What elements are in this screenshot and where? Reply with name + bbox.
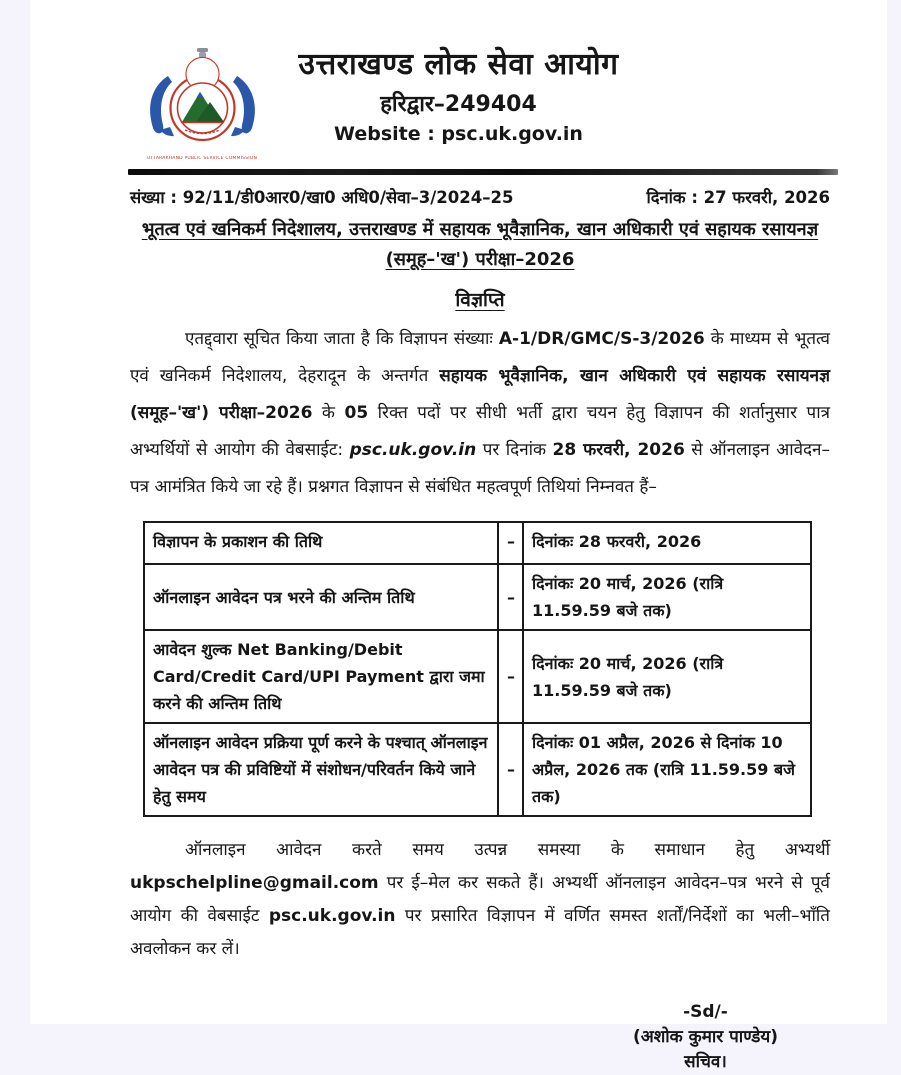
table-row <box>144 723 811 816</box>
text-segment: A-1/DR/GMC/S-3/2026 <box>498 329 705 349</box>
table-cell-dash: – <box>498 564 523 630</box>
text-segment: ऑनलाइन आवेदन करते समय उत्पन्न समस्या के समाधान हेतु अभ्यर्थी <box>185 840 830 860</box>
table-row <box>144 564 811 630</box>
text-segment: पर ई–मेल कर सकते हैं। अभ्यर्थी ऑनलाइन आवेदन–पत्र भरने से पूर्व आयोग की वेबसाईट <box>130 873 830 926</box>
website-line: Website : psc.uk.gov.in <box>334 123 583 145</box>
signatory-designation: सचिव। <box>684 1052 727 1072</box>
ukpsc-emblem <box>138 44 266 162</box>
text-segment: सहायक भूवैज्ञानिक, खान अधिकारी एवं सहायक रसायनज्ञ (समूह–'ख') परीक्षा–2026 <box>130 366 830 423</box>
paper-sheet <box>30 0 887 1072</box>
text-segment: एतद्द्वारा सूचित किया जाता है कि विज्ञापन संख्याः <box>185 329 499 349</box>
emblem-caption: UTTARAKHAND PUBLIC SERVICE COMMISSION <box>146 156 258 161</box>
table-cell-label: आवेदन शुल्क Net Banking/Debit Card/Credit Card/UPI Payment द्वारा जमा करने की अन्तिम तिथि <box>144 630 498 723</box>
table-cell-value: दिनांकः 20 मार्च, 2026 (रात्रि 11.59.59 बजे तक) <box>523 564 811 630</box>
text-segment: 28 फरवरी, 2026 <box>552 440 685 460</box>
text-segment: ukpschelpline@gmail.com <box>130 873 379 893</box>
text-segment: से ऑनलाइन आवेदन–पत्र आमंत्रित किये जा रहे हैं। प्रश्नगत विज्ञापन से संबंधित महत्वपूर्ण तिथियां निम्नवत हैं– <box>130 440 830 497</box>
table-row <box>144 630 811 723</box>
text-segment: psc.uk.gov.in <box>268 906 396 926</box>
signature-sd: -Sd/- <box>683 1002 728 1022</box>
table-cell-dash: – <box>498 630 523 723</box>
table-cell-value: दिनांकः 28 फरवरी, 2026 <box>523 522 811 564</box>
text-segment: रिक्त पदों पर सीधी भर्ती द्वारा चयन हेतु विज्ञापन की शर्तानुसार पात्र अभ्यर्थियों से आयोग की वेबसाईट: <box>130 403 830 460</box>
table-cell-dash: – <box>498 723 523 816</box>
letterhead <box>30 0 887 160</box>
letter-body <box>30 185 887 1075</box>
table-cell-value: दिनांकः 01 अप्रैल, 2026 से दिनांक 10 अप्रैल, 2026 तक (रात्रि 11.59.59 बजे तक) <box>523 723 811 816</box>
text-segment: 05 <box>344 403 369 423</box>
text-segment: psc.uk.gov.in <box>349 440 477 460</box>
signature-block <box>633 1000 778 1075</box>
header-divider <box>128 169 838 175</box>
meta-row <box>130 185 830 208</box>
text-segment: के <box>312 403 345 423</box>
ukpsc-emblem-icon <box>140 44 265 154</box>
table-cell-label: ऑनलाइन आवेदन पत्र भरने की अन्तिम तिथि <box>144 564 498 630</box>
important-dates-rows <box>144 522 811 816</box>
helpline-paragraph <box>130 834 830 966</box>
table-row <box>144 522 811 564</box>
table-cell-label: ऑनलाइन आवेदन प्रक्रिया पूर्ण करने के पश्चात् ऑनलाइन आवेदन पत्र की प्रविष्टियों में संशोधन/परिवर्तन किये जाने हेतु समय <box>144 723 498 816</box>
signatory-name: (अशोक कुमार पाण्डेय) <box>632 1027 778 1047</box>
reference-number: संख्या : 92/11/डी0आर0/खा0 अधि0/सेवा–3/2024–25 <box>130 188 514 207</box>
notice-title: विज्ञप्ति <box>455 289 505 311</box>
text-segment: पर प्रसारित विज्ञापन में वर्णित समस्त शर्तों/निर्देशों का भली–भाँति अवलोकन कर लें। <box>130 906 830 959</box>
org-name: उत्तराखण्ड लोक सेवा आयोग <box>298 47 619 82</box>
text-segment: पर दिनांक <box>476 440 553 460</box>
city-pin: हरिद्वार–249404 <box>380 92 537 117</box>
table-cell-label: विज्ञापन के प्रकाशन की तिथि <box>144 522 498 564</box>
important-dates-table <box>143 521 812 817</box>
letter-date: दिनांक : 27 फरवरी, 2026 <box>646 188 830 207</box>
subject-heading: भूतत्व एवं खनिकर्म निदेशालय, उत्तराखण्ड में सहायक भूवैज्ञानिक, खान अधिकारी एवं सहायक रसायनज्ञ (समूह–'ख') परीक्षा–2026 <box>141 219 819 270</box>
table-cell-dash: – <box>498 522 523 564</box>
intro-paragraph <box>130 321 830 506</box>
table-cell-value: दिनांकः 20 मार्च, 2026 (रात्रि 11.59.59 बजे तक) <box>523 630 811 723</box>
text-segment: के माध्यम से भूतत्व एवं खनिकर्म निदेशालय, देहरादून के अन्तर्गत <box>130 329 830 386</box>
